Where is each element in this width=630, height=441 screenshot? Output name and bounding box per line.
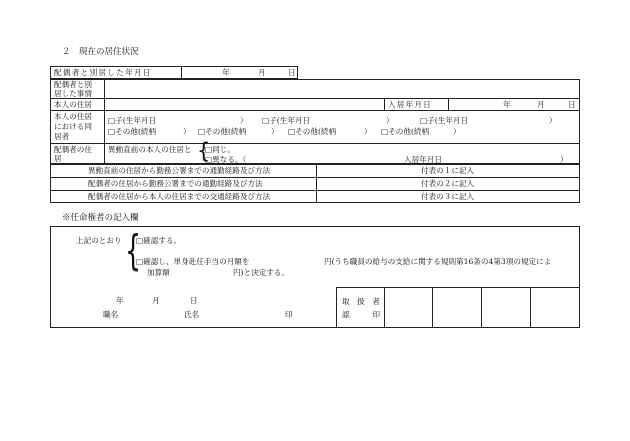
separation-reason-label-1: 配偶者と別 [54,80,92,89]
separation-reason-label-2: 居した事情 [54,89,92,98]
date-day: 日 [190,296,198,305]
other-4-checkbox[interactable]: □その他(続柄 [381,127,430,136]
separation-date-label: 配偶者と別居した年月日 [54,68,152,77]
child-3-checkbox[interactable]: □子(生年月日 [420,116,469,125]
route-1-ref: 付表の１に記入 [421,166,475,175]
other-1-checkbox[interactable]: □その他(続柄 [108,127,157,136]
spouse-residence-label-2: 居 [54,154,62,163]
child-1-checkbox[interactable]: □子(生年月日 [108,116,157,125]
spouse-residence-text: 異動直前の本人の住居と [108,145,192,154]
route-2-ref: 付表の２に記入 [421,179,475,188]
other-1-close: ） [183,127,191,136]
handler-label-1: 取 扱 者 [342,297,380,306]
other-3-checkbox[interactable]: □その他(続柄 [288,127,337,136]
seal-label: 印 [285,310,293,319]
route-1-label: 異動直前の住居から勤務公署までの通勤経路及び方法 [88,166,271,175]
separation-day: 日 [288,68,296,77]
brace-icon: { [197,139,211,163]
cohabitants-label-1: 本人の住居 [54,112,92,121]
confirm-checkbox[interactable]: □確認する。 [136,236,182,245]
own-move-in-month: 月 [537,100,545,109]
different-checkbox[interactable]: □異なる。（ [205,155,247,164]
name-label: 氏名 [184,310,200,319]
separation-year: 年 [222,68,230,77]
appointer-intro: 上記のとおり [76,236,122,245]
spouse-residence-label-1: 配偶者の住 [54,145,92,154]
decided-text: 円)と決定する。 [233,268,290,277]
own-move-in-year: 年 [503,100,511,109]
cohabitants-label-2: における同 [54,122,92,131]
cohabitants-label-3: 居者 [54,132,70,141]
other-2-close: ） [271,127,279,136]
appointer-title: ※任命権者の記入欄 [62,213,139,223]
brace-large-icon: { [125,226,142,275]
same-checkbox[interactable]: □同じ。 [205,145,235,154]
child-2-checkbox[interactable]: □子(生年月日 [262,116,311,125]
date-month: 月 [152,296,160,305]
handler-label-2: 認 印 [342,310,380,319]
other-3-close: ） [364,127,372,136]
section-title: ２ 現在の居住状況 [62,47,139,57]
child-3-close: ） [549,116,557,125]
yen-note: 円(うち職員の給与の支給に関する規則第16条の4第3項の規定によ [324,257,552,266]
own-move-in-label: 入居年月日 [388,100,432,109]
date-year: 年 [116,296,124,305]
route-3-label: 配偶者の住居から本人の住居までの交通経路及び方法 [88,192,271,201]
spouse-move-in-label: 入居年月日 [404,155,442,164]
child-2-close: ） [386,116,394,125]
position-label: 職名 [103,310,119,319]
spouse-close-paren: ） [560,155,568,164]
route-2-label: 配偶者の住居から勤務公署までの通勤経路及び方法 [88,179,263,188]
own-move-in-day: 日 [568,100,576,109]
separation-month: 月 [258,68,266,77]
other-2-checkbox[interactable]: □その他(続柄 [198,127,247,136]
route-3-ref: 付表の３に記入 [421,192,475,201]
addition-amount-label: 加算額 [147,268,170,277]
confirm-amount-checkbox[interactable]: □確認し、単身赴任手当の月額を [136,257,250,266]
child-1-close: ） [240,116,248,125]
other-4-close: ） [453,127,461,136]
own-residence-label: 本人の住居 [54,100,92,109]
